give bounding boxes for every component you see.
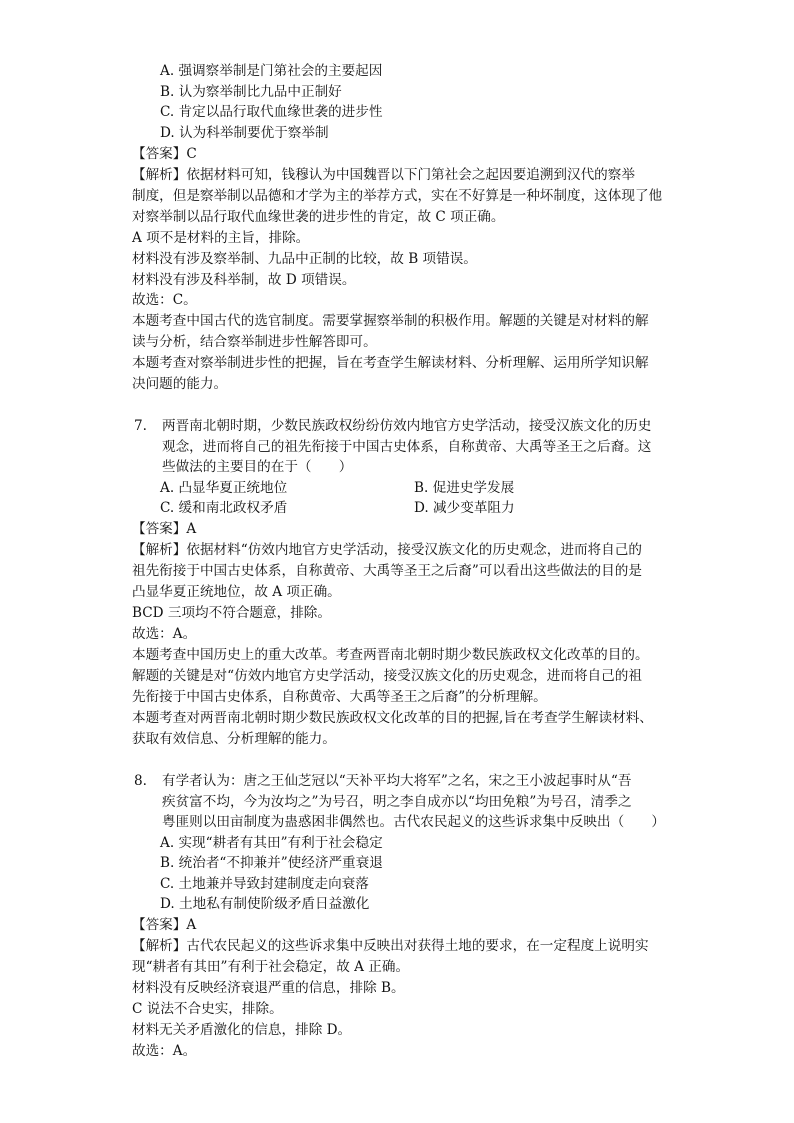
answer-value: A — [186, 521, 197, 537]
q6-option-d: D. 认为科举制要优于察举制 — [160, 125, 329, 141]
q7-analysis-line: BCD 三项均不符合题意，排除。 — [132, 605, 331, 621]
q8-stem-line: 有学者认为：唐之王仙芝冠以“天补平均大将军”之名，宋之王小波起事时从“吾 — [162, 773, 632, 789]
q6-analysis-line: 制度，但是察举制以品德和才学为主的举荐方式，实在不好算是一种坏制度，这体现了他 — [132, 188, 663, 204]
q6-analysis-line: 故选：C。 — [132, 292, 197, 308]
q7-option-d: D. 减少变革阻力 — [414, 500, 515, 516]
q6-analysis-line: 本题考查对察举制进步性的把握，旨在考查学生解读材料、分析理解、运用所学知识解 — [132, 355, 649, 371]
analysis-label: 【解析】 — [132, 167, 187, 183]
q6-analysis-line: 材料没有涉及察举制、九品中正制的比较，故 B 项错误。 — [132, 251, 477, 267]
answer-label: 【答案】 — [132, 146, 187, 162]
q6-answer — [132, 144, 197, 164]
q8-analysis-line: 【解析】古代农民起义的这些诉求集中反映出对获得土地的要求，在一定程度上说明实 — [132, 938, 649, 954]
q7-stem-line: 两晋南北朝时期，少数民族政权纷纷仿效内地官方史学活动，接受汉族文化的历史 — [162, 418, 652, 434]
answer-value: A — [186, 917, 197, 933]
q6-option-b: B. 认为察举制比九品中正制好 — [160, 84, 342, 100]
q7-analysis-line: 故选：A。 — [132, 626, 197, 642]
q8-analysis-line: 现“耕者有其田”有利于社会稳定，故 A 正确。 — [132, 959, 410, 975]
q7-option-b: B. 促进史学发展 — [414, 480, 515, 496]
q6-analysis-line: A 项不是材料的主旨，排除。 — [132, 230, 310, 246]
q8-analysis-line: 材料无关矛盾激化的信息，排除 D。 — [132, 1022, 352, 1038]
q8-analysis-line: C 说法不合史实，排除。 — [132, 1001, 283, 1017]
q8-option-a: A. 实现“耕者有其田”有利于社会稳定 — [160, 835, 383, 851]
q7-stem-line: 观念，进而将自己的祖先衔接于中国古史体系，自称黄帝、大禹等圣王之后裔。这 — [162, 439, 652, 455]
q7-option-a: A. 凸显华夏正统地位 — [160, 480, 288, 496]
q8-analysis-line: 材料没有反映经济衰退严重的信息，排除 B。 — [132, 980, 405, 996]
answer-label: 【答案】 — [132, 917, 187, 933]
q6-analysis-line: 读与分析，结合察举制进步性解答即可。 — [132, 334, 377, 350]
q8-number: 8. — [134, 773, 147, 789]
answer-value: C — [186, 146, 197, 162]
answer-label: 【答案】 — [132, 521, 187, 537]
q8-option-b: B. 统治者“不抑兼并”使经济严重衰退 — [160, 855, 383, 871]
q8-stem-line: 疾贫富不均，今为汝均之”为号召，明之李自成亦以“均田免粮”为号召，清季之 — [162, 794, 632, 810]
q7-analysis-line: 祖先衔接于中国古史体系，自称黄帝、大禹等圣王之后裔”可以看出这些做法的目的是 — [132, 563, 642, 579]
q7-option-c: C. 缓和南北政权矛盾 — [160, 500, 288, 516]
q6-option-c: C. 肯定以品行取代血缘世袭的进步性 — [160, 104, 383, 120]
q7-analysis-line: 本题考查对两晋南北朝时期少数民族政权文化改革的目的把握,旨在考查学生解读材料、 — [132, 710, 653, 726]
q7-analysis-line: 解题的关键是对“仿效内地官方史学活动，接受汉族文化的历史观念，进而将自己的祖 — [132, 668, 642, 684]
q6-analysis-line: 决问题的能力。 — [132, 376, 228, 392]
q6-analysis-line: 材料没有涉及科举制，故 D 项错误。 — [132, 272, 356, 288]
q7-analysis-line: 本题考查中国历史上的重大改革。考查两晋南北朝时期少数民族政权文化改革的目的。 — [132, 647, 649, 663]
q7-analysis-line: 先衔接于中国古史体系，自称黄帝、大禹等圣王之后裔”的分析理解。 — [132, 689, 547, 705]
q6-analysis-line: 本题考查中国古代的选官制度。需要掌握察举制的积极作用。解题的关键是对材料的解 — [132, 313, 649, 329]
q8-analysis-line: 故选：A。 — [132, 1043, 197, 1059]
q8-answer — [132, 915, 196, 935]
q7-analysis-line: 凸显华夏正统地位，故 A 项正确。 — [132, 584, 341, 600]
q7-analysis-line: 获取有效信息、分析理解的能力。 — [132, 731, 336, 747]
analysis-label: 【解析】 — [132, 938, 187, 954]
q7-analysis-line: 【解析】依据材料“仿效内地官方史学活动，接受汉族文化的历史观念，进而将自己的 — [132, 542, 642, 558]
q6-analysis-line: 对察举制以品行取代血缘世袭的进步性的肯定，故 C 项正确。 — [132, 209, 505, 225]
q6-analysis-line: 【解析】依据材料可知，钱穆认为中国魏晋以下门第社会之起因要追溯到汉代的察举 — [132, 167, 635, 183]
q8-option-c: C. 土地兼并导致封建制度走向衰落 — [160, 876, 369, 892]
q7-stem-line: 些做法的主要目的在于（ ） — [162, 459, 353, 475]
analysis-label: 【解析】 — [132, 542, 187, 558]
q6-option-a: A. 强调察举制是门第社会的主要起因 — [160, 63, 383, 79]
q7-number: 7. — [134, 418, 147, 434]
q8-stem-line: 粤匪则以田亩制度为蛊惑困非偶然也。古代农民起义的这些诉求集中反映出（ ） — [162, 814, 665, 830]
q7-answer — [132, 519, 196, 539]
q8-option-d: D. 土地私有制使阶级矛盾日益激化 — [160, 896, 370, 912]
